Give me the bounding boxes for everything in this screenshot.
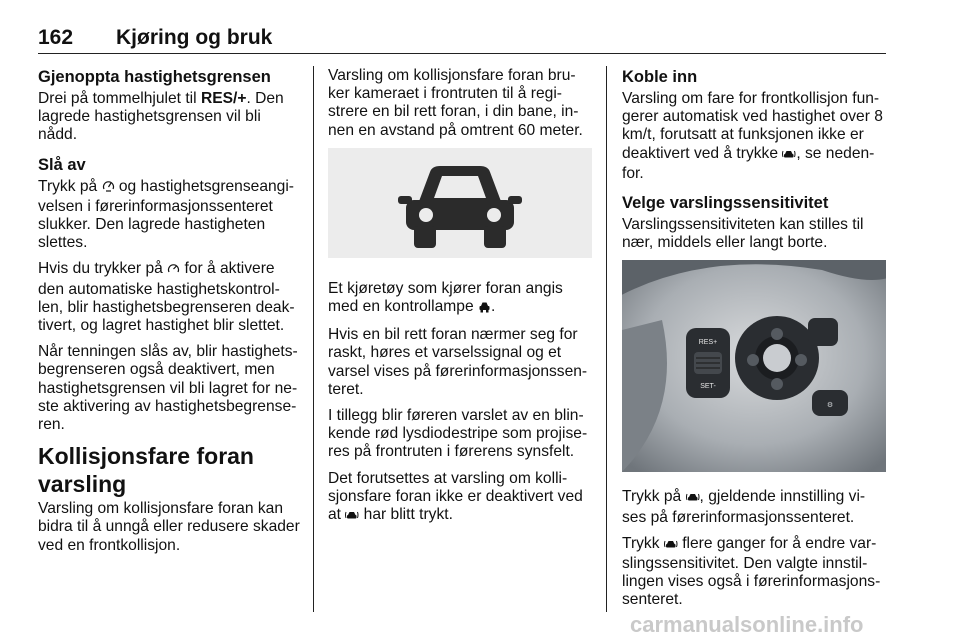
chapter-title: Kjøring og bruk: [116, 26, 273, 49]
collision-alert-button-icon: [664, 537, 678, 555]
column-3: [622, 67, 886, 618]
column-divider-2: [606, 66, 607, 612]
vehicle-ahead-icon: [396, 158, 524, 250]
paragraph-press: Trykk på , gjeldende innstilling vi-ses på førerinformasjonssenteret.: [622, 488, 866, 526]
paragraph-off-3: Når tenningen slås av, blir hastighets-begrenseren også deaktivert, men hastighetsgrensen vil bli lagret for ne-ste aktivering av hastighetsbegrense-ren.: [38, 343, 298, 434]
heading-resume: Gjenoppta hastighetsgrensen: [38, 68, 271, 86]
cruise-control-icon: [167, 261, 180, 280]
set-minus-wheel-label: SET-: [700, 383, 716, 391]
steering-wheel-photo: [622, 260, 886, 472]
column-divider-1: [313, 66, 314, 612]
heading-collision: Kollisjonsfare foran varsling: [38, 443, 254, 498]
paragraph-approach: Hvis en bil rett foran nærmer seg for raskt, høres et varselssignal og et varsel vises på førerinformasjonssen-teret.: [328, 326, 588, 398]
paragraph-condition: Det forutsettes at varsling om kolli-sjonsfare foran ikke er deaktivert ved at har blitt trykt.: [328, 470, 592, 527]
svg-text:⚙: ⚙: [826, 402, 834, 410]
heading-sensitivity: Velge varslingssensitivitet: [622, 194, 829, 213]
paragraph-on: Varsling om fare for frontkollisjon fun-gerer automatisk ved hastighet over 8 km/t, forutsatt at funksjonen ikke er deaktivert ved å trykke , se neden-for.: [622, 90, 883, 182]
heading-on: Koble inn: [622, 68, 698, 86]
collision-alert-button-icon: [686, 490, 700, 508]
res-plus-label: RES/+: [200, 90, 247, 107]
page-number: 162: [38, 26, 74, 49]
collision-alert-button-icon: [782, 147, 796, 165]
paragraph-sensitivity: Varslingssensitiviteten kan stilles til nær, middels eller langt borte.: [622, 216, 864, 252]
paragraph-collision: Varsling om kollisjonsfare foran kan bidra til å unngå eller redusere skader ved en frontkollisjon.: [38, 500, 300, 554]
paragraph-lamp: Et kjøretøy som kjører foran angis med en kontrollampe .: [328, 280, 592, 318]
heading-off: Slå av: [38, 155, 86, 174]
speed-limiter-icon: [102, 179, 115, 198]
collision-alert-button-icon: [345, 508, 359, 526]
column-1: [38, 67, 300, 563]
vehicle-ahead-figure: [328, 148, 592, 258]
page-header: [38, 18, 886, 48]
paragraph-resume: Drei på tommelhjulet til RES/+. Den lagrede hastighetsgrensen vil bli nådd.: [38, 90, 284, 144]
paragraph-led: I tillegg blir føreren varslet av en blin-kende rød lysdiodestripe som projise-res på frontruten i førerens synsfelt.: [328, 407, 588, 461]
res-plus-wheel-label: RES+: [698, 339, 718, 347]
vehicle-ahead-lamp-icon: [478, 300, 491, 318]
header-rule: [38, 53, 886, 54]
column-2: [328, 67, 592, 534]
paragraph-repeat: Trykk flere ganger for å endre var-slingssensitivitet. Den valgte innstil-lingen vises også i førerinformasjons-senteret.: [622, 534, 881, 609]
watermark: carmanualsonline.info: [630, 612, 864, 637]
paragraph-off-2: Hvis du trykker på for å aktivere den automatiske hastighetskontrol-len, blir hastighetsbegrenseren deak-tivert, og lagret hastighet blir slettet.: [38, 260, 295, 335]
paragraph-off-1: Trykk på og hastighetsgrenseangi-velsen i førerinformasjonssenteret slukker. Den lagrede hastigheten slettes.: [38, 177, 294, 252]
paragraph-intro: Varsling om kollisjonsfare foran bru-ker kameraet i frontruten til å regi-strere en bil rett foran, i din bane, in-nen en avstand på omtrent 60 meter.: [328, 67, 583, 139]
